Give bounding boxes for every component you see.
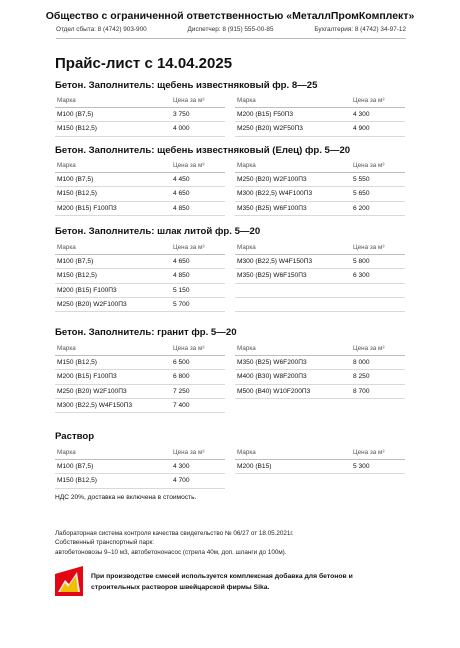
- table-row: [55, 173, 225, 187]
- grade-cell: М400 (В30) W8F200П3: [237, 373, 307, 381]
- grade-header: Марка: [237, 244, 256, 252]
- price-header: Цена за м³: [173, 162, 205, 170]
- sika-notice: При производстве смесей используется комплексная добавка для бетонов и строительных растворов швейцарской фирмы Sika.: [91, 573, 353, 591]
- table-row: [55, 284, 225, 298]
- grade-cell: М200 (В15): [237, 463, 272, 471]
- price-header: Цена за м³: [353, 345, 385, 353]
- grade-cell: М150 (В12,5): [57, 190, 97, 198]
- table-row: [55, 122, 225, 136]
- table-row: [235, 187, 405, 201]
- table-header: [235, 446, 405, 460]
- grade-cell: М200 (В15) F100П3: [57, 204, 117, 212]
- grade-cell: М200 (В15) F100П3: [57, 286, 117, 294]
- grade-header: Марка: [237, 97, 256, 105]
- table-right-column: [235, 94, 405, 137]
- table-header: [55, 446, 225, 460]
- price-cell: 4 700: [173, 477, 190, 485]
- grade-cell: М150 (В12,5): [57, 125, 97, 133]
- price-table: [55, 342, 405, 413]
- grade-cell: М350 (В25) W6F100П3: [237, 204, 307, 212]
- price-header: Цена за м³: [353, 162, 385, 170]
- grade-cell: М100 (В7,5): [57, 176, 94, 184]
- grade-cell: М300 (В22,5) W4F100П3: [237, 190, 313, 198]
- section-title: Бетон. Заполнитель: щебень известняковый фр. 8—25: [55, 80, 318, 91]
- grade-cell: М250 (В20) W2F50П3: [237, 125, 303, 133]
- table-row: [235, 298, 405, 312]
- price-table: [55, 159, 405, 216]
- price-header: Цена за м³: [353, 244, 385, 252]
- price-cell: 5 650: [353, 190, 370, 198]
- price-cell: 5 700: [173, 300, 190, 308]
- grade-header: Марка: [237, 345, 256, 353]
- table-header: [55, 342, 225, 356]
- grade-cell: М300 (В22,5) W4F150П3: [237, 258, 313, 266]
- transport-vehicles: автобетоновозы 9–10 м3, автобетононасос (стрела 40м, доп. шланги до 100м).: [55, 548, 287, 556]
- table-row: [55, 298, 225, 312]
- section-title: Раствор: [55, 431, 95, 442]
- price-cell: 6 200: [353, 204, 370, 212]
- grade-cell: М250 (В20) W2F100П3: [237, 176, 307, 184]
- table-row: [235, 122, 405, 136]
- table-row: [55, 399, 225, 413]
- grade-cell: М250 (В20) W2F100П3: [57, 387, 127, 395]
- table-row: [55, 385, 225, 399]
- grade-header: Марка: [57, 345, 76, 353]
- footer-info: [55, 529, 294, 557]
- grade-header: Марка: [57, 97, 76, 105]
- grade-cell: М250 (В20) W2F100П3: [57, 300, 127, 308]
- grade-header: Марка: [57, 449, 76, 457]
- price-cell: 7 400: [173, 401, 190, 409]
- section-title: Бетон. Заполнитель: гранит фр. 5—20: [55, 327, 237, 338]
- grade-cell: М500 (В40) W10F200П3: [237, 387, 311, 395]
- section-title: Бетон. Заполнитель: шлак литой фр. 5—20: [55, 226, 261, 237]
- grade-cell: М300 (В22,5) W4F150П3: [57, 401, 133, 409]
- price-cell: 4 000: [173, 125, 190, 133]
- price-cell: 4 450: [173, 176, 190, 184]
- header-divider: [56, 38, 406, 39]
- price-cell: 8 250: [353, 373, 370, 381]
- price-cell: 6 800: [173, 373, 190, 381]
- table-row: [235, 370, 405, 384]
- grade-header: Марка: [57, 244, 76, 252]
- dispatcher-phone: Диспетчер: 8 (915) 555-00-85: [187, 26, 274, 33]
- table-right-column: [235, 446, 405, 489]
- table-row: [55, 255, 225, 269]
- table-right-column: [235, 342, 405, 413]
- table-row: [55, 269, 225, 283]
- table-row: [55, 108, 225, 122]
- sales-phone: Отдел сбыта: 8 (4742) 903-900: [56, 26, 147, 33]
- table-row: [55, 370, 225, 384]
- price-table: [55, 94, 405, 137]
- price-cell: 5 150: [173, 286, 190, 294]
- table-row: [55, 474, 225, 488]
- price-cell: 7 250: [173, 387, 190, 395]
- price-cell: 4 900: [353, 125, 370, 133]
- accounting-phone: Бухгалтерия: 8 (4742) 34-97-12: [314, 26, 406, 33]
- price-cell: 4 850: [173, 204, 190, 212]
- table-row: [235, 108, 405, 122]
- price-cell: 5 550: [353, 176, 370, 184]
- price-cell: 4 300: [173, 463, 190, 471]
- grade-cell: М200 (В15) F50П3: [237, 111, 294, 119]
- price-header: Цена за м³: [353, 449, 385, 457]
- price-cell: 4 850: [173, 272, 190, 280]
- price-cell: 8 700: [353, 387, 370, 395]
- lab-certificate: Лабораторная система контроля качества свидетельство № 06/27 от 18.05.2021г.: [55, 530, 294, 537]
- section-title: Бетон. Заполнитель: щебень известняковый (Елец) фр. 5—20: [55, 145, 351, 156]
- table-header: [235, 342, 405, 356]
- table-left-column: [55, 241, 225, 312]
- sika-logo: [55, 566, 83, 596]
- table-header: [55, 159, 225, 173]
- transport-title: Собственный транспортный парк:: [55, 539, 155, 547]
- table-left-column: [55, 94, 225, 137]
- price-cell: 4 650: [173, 258, 190, 266]
- price-cell: 5 800: [353, 258, 370, 266]
- grade-cell: М350 (В25) W6F200П3: [237, 359, 307, 367]
- grade-cell: М100 (В7,5): [57, 111, 94, 119]
- table-row: [55, 356, 225, 370]
- price-cell: 4 300: [353, 111, 370, 119]
- price-cell: 6 500: [173, 359, 190, 367]
- table-left-column: [55, 446, 225, 489]
- table-right-column: [235, 159, 405, 216]
- table-row: [235, 255, 405, 269]
- contacts-bar: [56, 26, 406, 33]
- table-row: [55, 202, 225, 216]
- price-table: [55, 446, 405, 489]
- price-header: Цена за м³: [173, 345, 205, 353]
- price-cell: 6 300: [353, 272, 370, 280]
- table-row: [235, 173, 405, 187]
- table-header: [55, 241, 225, 255]
- price-header: Цена за м³: [173, 449, 205, 457]
- grade-cell: М150 (В12,5): [57, 272, 97, 280]
- price-cell: 8 000: [353, 359, 370, 367]
- table-left-column: [55, 159, 225, 216]
- price-header: Цена за м³: [173, 244, 205, 252]
- grade-cell: М100 (В7,5): [57, 258, 94, 266]
- table-left-column: [55, 342, 225, 413]
- price-cell: 3 750: [173, 111, 190, 119]
- vat-note: НДС 20%, доставка не включена в стоимость.: [55, 494, 197, 501]
- table-header: [235, 159, 405, 173]
- table-row: [55, 187, 225, 201]
- table-header: [235, 94, 405, 108]
- price-header: Цена за м³: [353, 97, 385, 105]
- grade-cell: М150 (В12,5): [57, 477, 97, 485]
- table-header: [235, 241, 405, 255]
- table-row: [235, 269, 405, 283]
- price-cell: 5 300: [353, 463, 370, 471]
- grade-header: Марка: [237, 449, 256, 457]
- grade-cell: М100 (В7,5): [57, 463, 94, 471]
- price-header: Цена за м³: [173, 97, 205, 105]
- grade-cell: М200 (В15) F100П3: [57, 373, 117, 381]
- table-right-column: [235, 241, 405, 312]
- table-row: [235, 202, 405, 216]
- table-row: [235, 356, 405, 370]
- price-cell: 4 650: [173, 190, 190, 198]
- grade-cell: М150 (В12,5): [57, 359, 97, 367]
- grade-header: Марка: [57, 162, 76, 170]
- page-title: Прайс-лист с 14.04.2025: [55, 55, 233, 72]
- price-table: [55, 241, 405, 312]
- table-row: [235, 460, 405, 474]
- table-row: [55, 460, 225, 474]
- company-name: Общество с ограниченной ответственностью «МеталлПромКомплект»: [45, 10, 415, 22]
- grade-header: Марка: [237, 162, 256, 170]
- grade-cell: М350 (В25) W6F150П3: [237, 272, 307, 280]
- table-row: [235, 284, 405, 298]
- table-row: [235, 385, 405, 399]
- table-header: [55, 94, 225, 108]
